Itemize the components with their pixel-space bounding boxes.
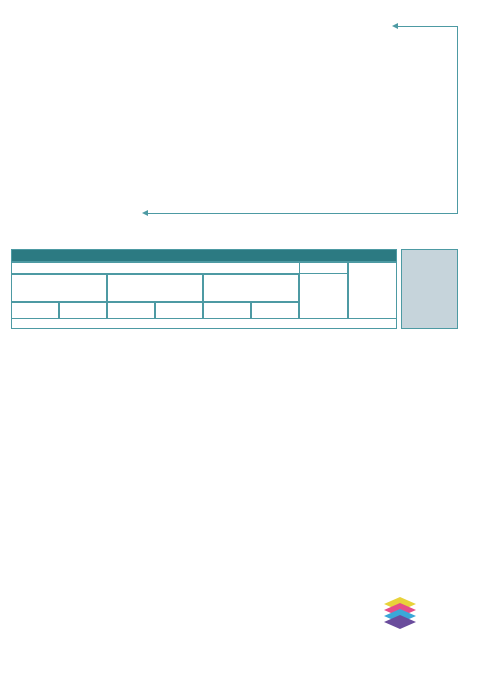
vat-label-1	[59, 302, 107, 319]
uwagi-header	[401, 249, 458, 329]
exempt-header	[348, 262, 397, 319]
opodatkowanej-label	[11, 262, 348, 274]
upper-arrow-top	[392, 23, 398, 29]
vat-label-2	[155, 302, 203, 319]
rate-group-3	[203, 274, 299, 302]
brutto-label-2	[107, 302, 155, 319]
darodruk-logo	[340, 595, 460, 665]
upper-arrow-bottom	[142, 210, 148, 216]
brutto-label-3	[203, 302, 251, 319]
stacked-paper-icon	[380, 595, 420, 629]
table-title	[11, 249, 397, 262]
upper-bracket-top	[398, 26, 458, 27]
zero-rate-header	[299, 262, 348, 319]
brutto-label-1	[11, 302, 59, 319]
vat-label-3	[251, 302, 299, 319]
rate-group-1	[11, 274, 107, 302]
upper-bracket-right	[457, 26, 458, 214]
rate-group-2	[107, 274, 203, 302]
upper-bracket-bottom	[148, 213, 458, 214]
